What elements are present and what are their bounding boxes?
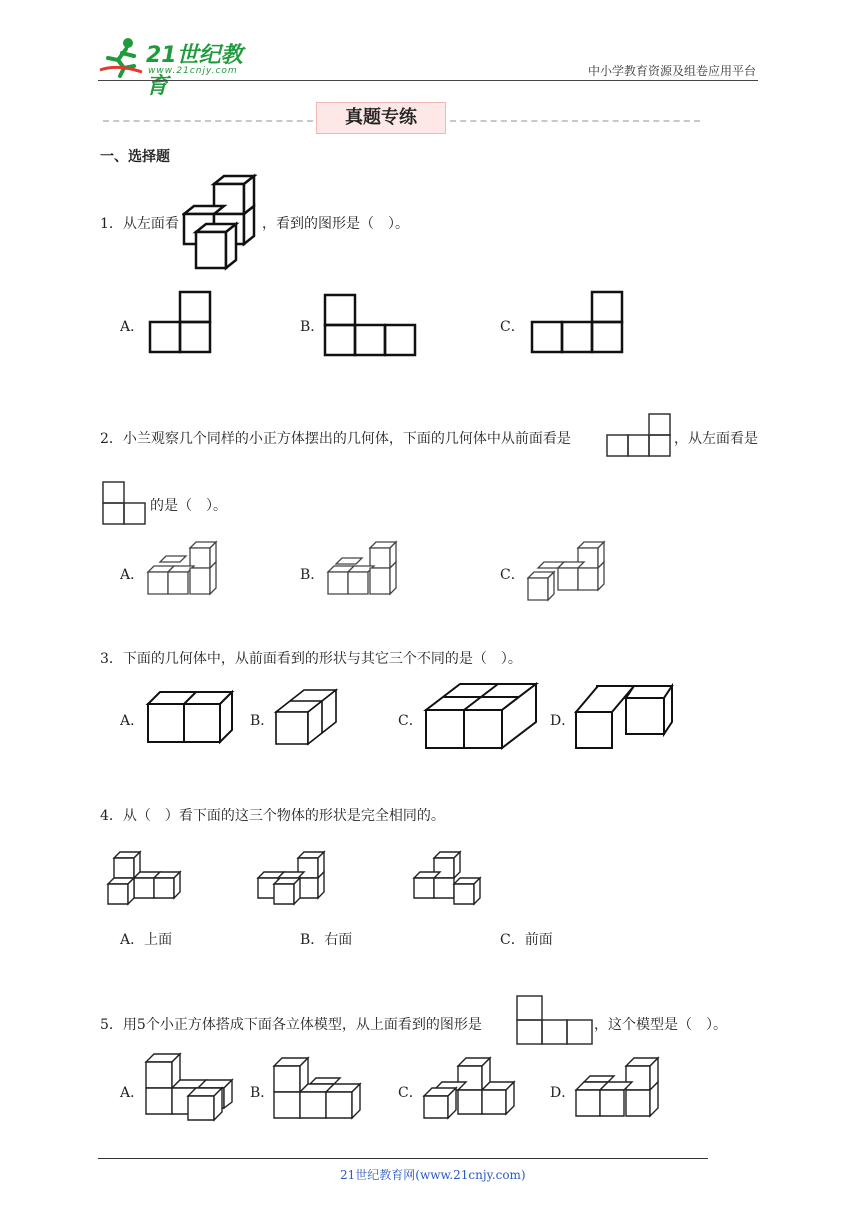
q4-option-c[interactable]: C．前面 (500, 932, 553, 948)
q2-text-end: 的是（ ）。 (150, 498, 227, 514)
logo-title: 21世纪教育 (146, 43, 243, 99)
q1-text-end: ，看到的图形是（ ）。 (262, 216, 409, 232)
q5-text-end: ，这个模型是（ ）。 (594, 1017, 727, 1033)
q1-option-c-label: C． (500, 319, 525, 335)
q4-object-2 (254, 848, 334, 910)
q3-option-c-label: C． (398, 713, 423, 729)
q3-option-c-figure[interactable] (422, 680, 540, 752)
q4-option-b[interactable]: B．右面 (300, 932, 353, 948)
runner-logo-icon (98, 36, 146, 78)
q3-option-d-label: D． (550, 713, 576, 729)
q5-top-view-figure (514, 994, 596, 1048)
q3-option-b-figure[interactable] (272, 686, 340, 748)
q2-option-a-label: A． (120, 567, 145, 583)
q2-option-a-figure[interactable] (146, 540, 226, 598)
section-banner: 真题专练 (316, 102, 446, 134)
q1-option-c-figure[interactable] (526, 290, 626, 356)
q4-option-a[interactable]: A．上面 (120, 932, 173, 948)
banner-dash-left (103, 120, 313, 122)
q4-object-1 (104, 848, 186, 910)
footer-link[interactable]: 21世纪教育网(www.21cnjy.com) (340, 1168, 526, 1182)
logo-url: www.21cnjy.com (148, 66, 238, 76)
section-title: 一、选择题 (100, 149, 170, 165)
q3-option-a-label: A． (120, 713, 145, 729)
q1-option-a-figure[interactable] (146, 290, 214, 356)
q2-option-b-label: B． (300, 567, 325, 583)
q1-text-start: 1．从左面看 (100, 216, 179, 232)
header-rule (98, 80, 758, 81)
banner-dash-right (450, 120, 700, 122)
q3-option-d-figure[interactable] (574, 682, 676, 752)
q5-option-b-figure[interactable] (270, 1056, 366, 1122)
q5-text-start: 5．用5个小正方体搭成下面各立体模型，从上面看到的图形是 (100, 1017, 482, 1033)
q2-left-view-figure (100, 480, 148, 526)
q2-text-start: 2．小兰观察几个同样的小正方体摆出的几何体，下面的几何体中从前面看是 (100, 431, 571, 447)
logo (98, 36, 258, 99)
q5-option-a-label: A． (120, 1085, 145, 1101)
q3-option-a-figure[interactable] (144, 686, 236, 748)
q2-option-b-figure[interactable] (324, 540, 408, 598)
q2-option-c-label: C． (500, 567, 525, 583)
q3-text: 3．下面的几何体中，从前面看到的形状与其它三个不同的是（ ）。 (100, 651, 522, 667)
q5-option-b-label: B． (250, 1085, 275, 1101)
q5-option-a-figure[interactable] (142, 1052, 238, 1124)
q5-option-c-figure[interactable] (420, 1056, 520, 1122)
q5-option-d-label: D． (550, 1085, 576, 1101)
q5-option-c-label: C． (398, 1085, 423, 1101)
q3-option-b-label: B． (250, 713, 275, 729)
q1-option-b-label: B． (300, 319, 325, 335)
q1-option-a-label: A． (120, 319, 145, 335)
q2-text-middle: ，从左面看是 (674, 431, 758, 447)
q5-option-d-figure[interactable] (572, 1056, 664, 1122)
q4-object-3 (410, 848, 490, 910)
q1-solid-figure (182, 172, 270, 272)
q4-text: 4．从（ ）看下面的这三个物体的形状是完全相同的。 (100, 808, 445, 824)
q1-option-b-figure[interactable] (322, 292, 418, 358)
header-platform-text: 中小学教育资源及组卷应用平台 (587, 64, 756, 78)
q2-option-c-figure[interactable] (524, 540, 614, 604)
footer-rule (98, 1158, 708, 1159)
q2-front-view-figure (604, 412, 674, 458)
